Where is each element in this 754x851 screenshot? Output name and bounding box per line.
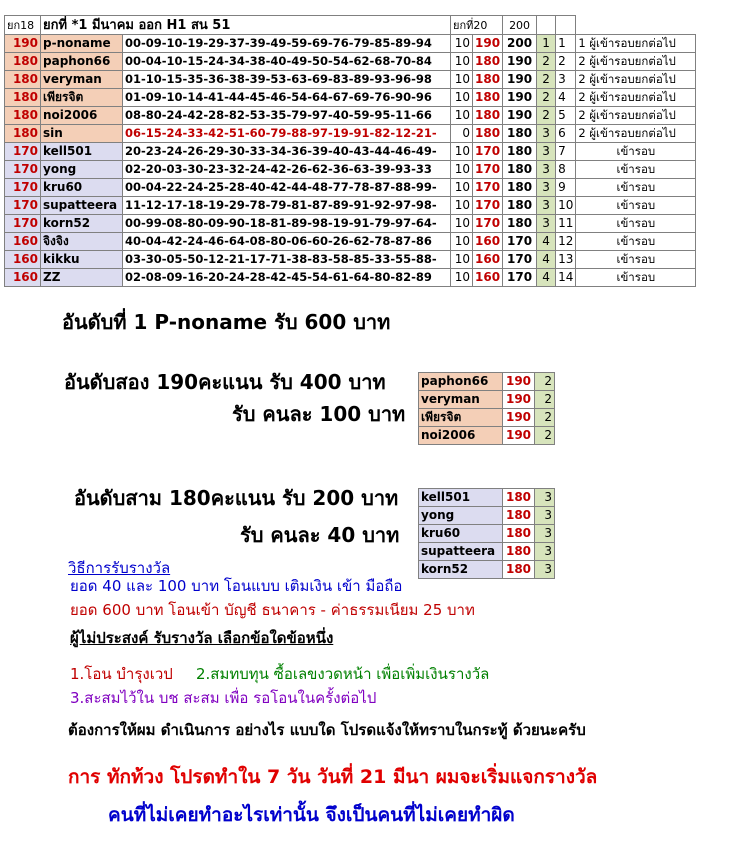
points-cell: 180: [5, 125, 41, 143]
order-cell: 14: [556, 269, 576, 287]
order-cell: 11: [556, 215, 576, 233]
score-cell: 170: [473, 215, 503, 233]
bonus-cell: 10: [451, 35, 473, 53]
name-cell: supatteera: [41, 197, 123, 215]
rank-cell: 4: [537, 251, 556, 269]
status-cell: เข้ารอบ: [576, 251, 696, 269]
motto-line: คนที่ไม่เคยทำอะไรเท่านั้น จึงเป็นคนที่ไม่เคยทำผิด: [108, 804, 515, 826]
status-cell: เข้ารอบ: [576, 233, 696, 251]
rank-cell: 3: [537, 197, 556, 215]
points-cell: 180: [5, 71, 41, 89]
rank-cell: 2: [535, 409, 555, 427]
order-cell: 12: [556, 233, 576, 251]
list-item: [419, 543, 555, 561]
bonus-cell: 0: [451, 125, 473, 143]
table-row: [5, 143, 696, 161]
name-cell: kell501: [41, 143, 123, 161]
col-200-header: 200: [503, 16, 537, 35]
score-cell: 190: [503, 427, 535, 445]
rank-cell: 3: [537, 179, 556, 197]
numbers-cell: 03-30-05-50-12-21-17-71-38-83-58-85-33-55-88-: [123, 251, 451, 269]
rank-cell: 3: [535, 561, 555, 579]
total-cell: 170: [503, 233, 537, 251]
prize-third-each: รับ คนละ 40 บาท: [240, 523, 400, 547]
numbers-cell: 02-20-03-30-23-32-24-42-26-62-36-63-39-93-33: [123, 161, 451, 179]
points-cell: 180: [5, 107, 41, 125]
list-item: [419, 427, 555, 445]
points-cell: 160: [5, 269, 41, 287]
col-title-header: ยกที่ *1 มีนาคม ออก H1 สน 51: [41, 16, 451, 35]
numbers-cell: 20-23-24-26-29-30-33-34-36-39-40-43-44-46-49-: [123, 143, 451, 161]
rank-cell: 3: [535, 525, 555, 543]
score-cell: 180: [503, 507, 535, 525]
table-row: [5, 161, 696, 179]
score-cell: 180: [473, 53, 503, 71]
list-item: [419, 409, 555, 427]
list-item: [419, 373, 555, 391]
name-cell: veryman: [41, 71, 123, 89]
total-cell: 180: [503, 197, 537, 215]
total-cell: 180: [503, 161, 537, 179]
rank-cell: 2: [535, 373, 555, 391]
status-cell: เข้ารอบ: [576, 215, 696, 233]
name-cell: paphon66: [41, 53, 123, 71]
numbers-cell: 08-80-24-42-28-82-53-35-79-97-40-59-95-11-66: [123, 107, 451, 125]
order-cell: 8: [556, 161, 576, 179]
howto-line-2: ยอด 600 บาท โอนเข้า บัญชี ธนาคาร - ค่าธรรมเนียม 25 บาท: [70, 601, 475, 619]
total-cell: 180: [503, 215, 537, 233]
option-1: 1.โอน บำรุงเวป: [70, 665, 173, 683]
score-cell: 180: [473, 71, 503, 89]
numbers-cell: 40-04-42-24-46-64-08-80-06-60-26-62-78-87-86: [123, 233, 451, 251]
list-item: [419, 525, 555, 543]
score-cell: 170: [473, 197, 503, 215]
table-row: [5, 89, 696, 107]
numbers-cell: 06-15-24-33-42-51-60-79-88-97-19-91-82-12-21-: [123, 125, 451, 143]
rank-cell: 2: [537, 53, 556, 71]
name-cell: yong: [419, 507, 503, 525]
status-cell: 2 ผู้เข้ารอบยกต่อไป: [576, 53, 696, 71]
rank-cell: 2: [537, 89, 556, 107]
option-2: 2.สมทบทุน ซื้อเลขงวดหน้า เพื่อเพิ่มเงินรางวัล: [196, 665, 490, 683]
score-cell: 190: [503, 373, 535, 391]
list-item: [419, 391, 555, 409]
total-cell: 170: [503, 251, 537, 269]
score-cell: 180: [473, 125, 503, 143]
status-cell: เข้ารอบ: [576, 143, 696, 161]
score-cell: 180: [503, 543, 535, 561]
bonus-cell: 10: [451, 89, 473, 107]
name-cell: p-noname: [41, 35, 123, 53]
status-cell: 2 ผู้เข้ารอบยกต่อไป: [576, 89, 696, 107]
rank-cell: 3: [535, 489, 555, 507]
prize-second: อันดับสอง 190คะแนน รับ 400 บาท: [64, 370, 386, 394]
name-cell: sin: [41, 125, 123, 143]
status-cell: เข้ารอบ: [576, 269, 696, 287]
table-row: [5, 215, 696, 233]
numbers-cell: 00-04-22-24-25-28-40-42-44-48-77-78-87-88-99-: [123, 179, 451, 197]
total-cell: 180: [503, 125, 537, 143]
howto-line-1: ยอด 40 และ 100 บาท โอนแบบ เติมเงิน เข้า มือถือ: [70, 577, 403, 595]
rank-cell: 1: [537, 35, 556, 53]
name-cell: ZZ: [41, 269, 123, 287]
score-cell: 170: [473, 179, 503, 197]
total-cell: 180: [503, 179, 537, 197]
rank-cell: 3: [535, 507, 555, 525]
status-cell: เข้ารอบ: [576, 161, 696, 179]
bonus-cell: 10: [451, 251, 473, 269]
results-table: [4, 15, 696, 287]
numbers-cell: 01-09-10-14-41-44-45-46-54-64-67-69-76-90-96: [123, 89, 451, 107]
numbers-cell: 00-09-10-19-29-37-39-49-59-69-76-79-85-89-94: [123, 35, 451, 53]
status-cell: เข้ารอบ: [576, 197, 696, 215]
points-cell: 170: [5, 197, 41, 215]
points-cell: 160: [5, 251, 41, 269]
bonus-cell: 10: [451, 53, 473, 71]
numbers-cell: 11-12-17-18-19-29-78-79-81-87-89-91-92-97-98-: [123, 197, 451, 215]
total-cell: 190: [503, 53, 537, 71]
name-cell: korn52: [41, 215, 123, 233]
numbers-cell: 01-10-15-35-36-38-39-53-63-69-83-89-93-96-98: [123, 71, 451, 89]
col-points-header: ยก18: [5, 16, 41, 35]
order-cell: 1: [556, 35, 576, 53]
total-cell: 200: [503, 35, 537, 53]
points-cell: 170: [5, 215, 41, 233]
name-cell: เพียรจิต: [41, 89, 123, 107]
points-cell: 190: [5, 35, 41, 53]
list-item: [419, 507, 555, 525]
total-cell: 190: [503, 107, 537, 125]
table-row: [5, 233, 696, 251]
rank-cell: 3: [537, 161, 556, 179]
col-round-header: ยกที่20: [451, 16, 503, 35]
name-cell: จิงจิง: [41, 233, 123, 251]
rank-cell: 3: [535, 543, 555, 561]
bonus-cell: 10: [451, 233, 473, 251]
score-cell: 170: [473, 161, 503, 179]
table-row: [5, 179, 696, 197]
status-cell: 1 ผู้เข้ารอบยกต่อไป: [576, 35, 696, 53]
name-cell: kru60: [419, 525, 503, 543]
total-cell: 190: [503, 89, 537, 107]
prize-first: อันดับที่ 1 P-noname รับ 600 บาท: [62, 310, 391, 334]
score-cell: 160: [473, 233, 503, 251]
third-place-table: [418, 488, 555, 579]
table-row: [5, 197, 696, 215]
bonus-cell: 10: [451, 215, 473, 233]
points-cell: 180: [5, 89, 41, 107]
numbers-cell: 00-04-10-15-24-34-38-40-49-50-54-62-68-70-84: [123, 53, 451, 71]
score-cell: 180: [503, 525, 535, 543]
notify-line: ต้องการให้ผม ดำเนินการ อย่างไร แบบใด โปรดแจ้งให้ทราบในกระทู้ ด้วยนะครับ: [68, 721, 586, 739]
prize-second-each: รับ คนละ 100 บาท: [232, 402, 406, 426]
bonus-cell: 10: [451, 107, 473, 125]
header-row: [5, 16, 696, 35]
total-cell: 180: [503, 143, 537, 161]
order-cell: 9: [556, 179, 576, 197]
score-cell: 180: [503, 489, 535, 507]
table-row: [5, 107, 696, 125]
name-cell: veryman: [419, 391, 503, 409]
name-cell: paphon66: [419, 373, 503, 391]
score-cell: 180: [503, 561, 535, 579]
order-cell: 4: [556, 89, 576, 107]
score-cell: 180: [473, 89, 503, 107]
numbers-cell: 00-99-08-80-09-90-18-81-89-98-19-91-79-97-64-: [123, 215, 451, 233]
prize-third: อันดับสาม 180คะแนน รับ 200 บาท: [74, 486, 399, 510]
name-cell: เพียรจิต: [419, 409, 503, 427]
rank-cell: 3: [537, 125, 556, 143]
points-cell: 160: [5, 233, 41, 251]
option-3: 3.สะสมไว้ใน บช สะสม เพื่อ รอโอนในครั้งต่อไป: [70, 689, 377, 707]
name-cell: noi2006: [419, 427, 503, 445]
status-cell: 2 ผู้เข้ารอบยกต่อไป: [576, 71, 696, 89]
order-cell: 7: [556, 143, 576, 161]
name-cell: kell501: [419, 489, 503, 507]
objection-line: การ ทักท้วง โปรดทำใน 7 วัน วันที่ 21 มีนา ผมจะเริ่มแจกรางวัล: [68, 766, 598, 788]
status-cell: เข้ารอบ: [576, 179, 696, 197]
score-cell: 170: [473, 143, 503, 161]
points-cell: 170: [5, 179, 41, 197]
table-row: [5, 125, 696, 143]
rank-cell: 3: [537, 143, 556, 161]
order-cell: 13: [556, 251, 576, 269]
score-cell: 160: [473, 251, 503, 269]
list-item: [419, 561, 555, 579]
rank-cell: 2: [535, 391, 555, 409]
name-cell: kru60: [41, 179, 123, 197]
table-row: [5, 53, 696, 71]
points-cell: 180: [5, 53, 41, 71]
rank-cell: 4: [537, 269, 556, 287]
rank-cell: 2: [535, 427, 555, 445]
total-cell: 170: [503, 269, 537, 287]
second-place-table: [418, 372, 555, 445]
score-cell: 160: [473, 269, 503, 287]
total-cell: 190: [503, 71, 537, 89]
order-cell: 10: [556, 197, 576, 215]
order-cell: 5: [556, 107, 576, 125]
table-row: [5, 251, 696, 269]
score-cell: 180: [473, 107, 503, 125]
name-cell: noi2006: [41, 107, 123, 125]
rank-cell: 4: [537, 233, 556, 251]
points-cell: 170: [5, 143, 41, 161]
howto-title: วิธีการรับรางวัล: [68, 559, 171, 577]
name-cell: kikku: [41, 251, 123, 269]
bonus-cell: 10: [451, 143, 473, 161]
table-row: [5, 71, 696, 89]
numbers-cell: 02-08-09-16-20-24-28-42-45-54-61-64-80-82-89: [123, 269, 451, 287]
bonus-cell: 10: [451, 71, 473, 89]
name-cell: yong: [41, 161, 123, 179]
bonus-cell: 10: [451, 269, 473, 287]
status-cell: 2 ผู้เข้ารอบยกต่อไป: [576, 107, 696, 125]
order-cell: 3: [556, 71, 576, 89]
list-item: [419, 489, 555, 507]
table-row: [5, 269, 696, 287]
bonus-cell: 10: [451, 179, 473, 197]
score-cell: 190: [503, 391, 535, 409]
points-cell: 170: [5, 161, 41, 179]
name-cell: korn52: [419, 561, 503, 579]
order-cell: 2: [556, 53, 576, 71]
bonus-cell: 10: [451, 197, 473, 215]
choose-option-heading: ผู้ไม่ประสงค์ รับรางวัล เลือกข้อใดข้อหนึ่ง: [70, 629, 334, 647]
rank-cell: 3: [537, 215, 556, 233]
bonus-cell: 10: [451, 161, 473, 179]
rank-cell: 2: [537, 107, 556, 125]
status-cell: 2 ผู้เข้ารอบยกต่อไป: [576, 125, 696, 143]
table-row: [5, 35, 696, 53]
rank-cell: 2: [537, 71, 556, 89]
score-cell: 190: [503, 409, 535, 427]
order-cell: 6: [556, 125, 576, 143]
score-cell: 190: [473, 35, 503, 53]
name-cell: supatteera: [419, 543, 503, 561]
